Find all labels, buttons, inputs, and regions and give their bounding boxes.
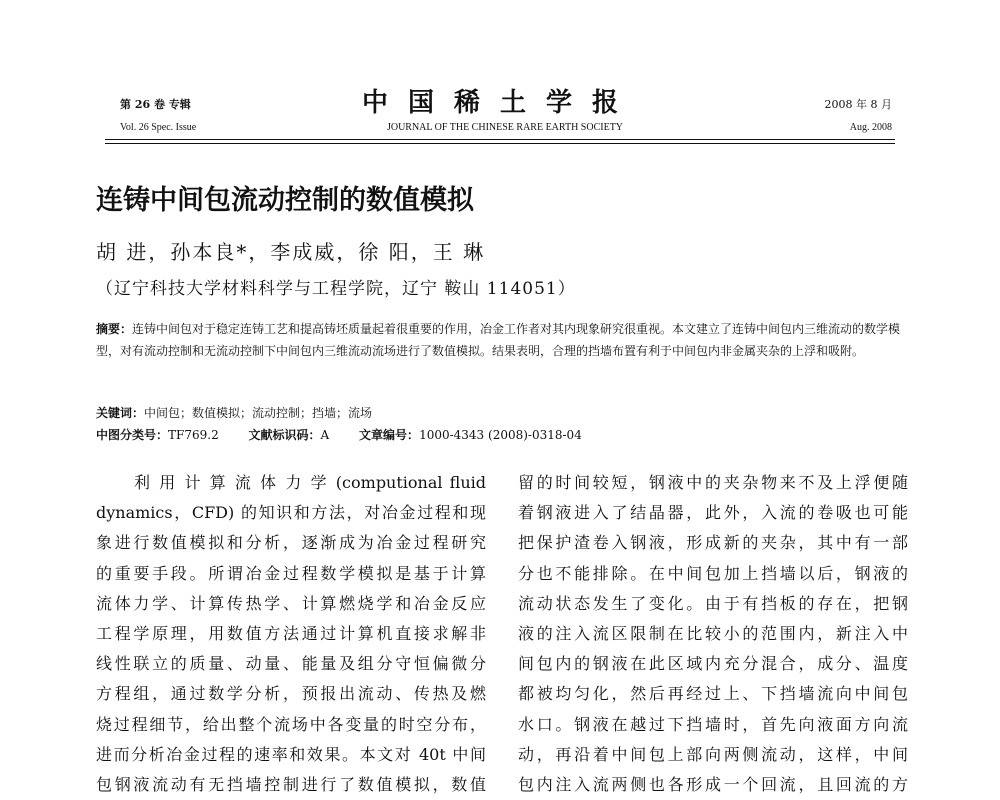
article-number-value: 1000-4343 (2008)-0318-04 <box>419 428 582 442</box>
body-column-right <box>518 468 908 800</box>
body-line: 烧过程细节，给出整个流场中各变量的时空分布， <box>96 714 486 734</box>
body-line: 把保护渣卷入钢液，形成新的夹杂，其中有一部 <box>518 533 908 553</box>
volume-cn: 第 26 卷 专辑 <box>120 98 191 111</box>
body-line: 分也不能排除。在中间包加上挡墙以后，钢液的 <box>518 563 908 583</box>
clc-label: 中图分类号： <box>96 428 169 442</box>
body-line: 进而分析冶金过程的速率和效果。本文对 40t 中间 <box>96 744 486 764</box>
body-line: 水口。钢液在越过下挡墙时，首先向液面方向流 <box>518 714 908 734</box>
journal-title-en: JOURNAL OF THE CHINESE RARE EARTH SOCIETY <box>386 122 624 133</box>
body-line: 的重要手段。所谓冶金过程数学模拟是基于计算 <box>96 563 486 583</box>
keywords-label: 关键词： <box>96 406 145 420</box>
body-line: dynamics，CFD) 的知识和方法，对冶金过程和现 <box>96 503 486 523</box>
body-line: 动，再沿着中间包上部向两侧流动，这样，中间 <box>518 744 908 764</box>
abstract-label: 摘要： <box>96 322 133 336</box>
paper-affiliation: （辽宁科技大学材料科学与工程学院，辽宁 鞍山 114051） <box>96 279 576 299</box>
paper-title: 连铸中间包流动控制的数值模拟 <box>96 185 474 216</box>
journal-title-cn: 中国稀土学报 <box>361 88 638 118</box>
paper-authors: 胡 进，孙本良*，李成威，徐 阳，王 琳 <box>96 240 486 264</box>
volume-en: Vol. 26 Spec. Issue <box>120 122 197 133</box>
header-rule-thin <box>105 143 895 144</box>
body-line: 线性联立的质量、动量、能量及组分守恒偏微分 <box>96 654 486 674</box>
body-line: 都被均匀化，然后再经过上、下挡墙流向中间包 <box>518 684 908 704</box>
body-line: 间包内的钢液在此区域内充分混合，成分、温度 <box>518 654 908 674</box>
doc-code-label: 文献标识码： <box>248 428 321 442</box>
article-number-label: 文章编号： <box>359 428 420 442</box>
keywords-text: 中间包；数值模拟；流动控制；挡墙；流场 <box>144 406 373 420</box>
abstract <box>96 318 906 362</box>
issue-date-cn: 2008 年 8 月 <box>824 98 892 111</box>
keywords <box>96 402 372 424</box>
body-line: 象进行数值模拟和分析，逐渐成为冶金过程研究 <box>96 533 486 553</box>
body-line: 包内注入流两侧也各形成一个回流，且回流的方 <box>518 774 908 794</box>
body-line: 液的注入流区限制在比较小的范围内，新注入中 <box>518 623 908 643</box>
body-line: 着钢液进入了结晶器，此外，入流的卷吸也可能 <box>518 503 908 523</box>
body-line: 留的时间较短，钢液中的夹杂物来不及上浮便随 <box>518 473 908 492</box>
body-line: 工程学原理，用数值方法通过计算机直接求解非 <box>96 623 486 643</box>
body-column-left <box>96 468 486 800</box>
doc-code-value: A <box>320 428 330 442</box>
body-line: 流体力学、计算传热学、计算燃烧学和冶金反应 <box>96 593 486 613</box>
body-line: 利 用 计 算 流 体 力 学 (computional fluid <box>134 473 486 492</box>
issue-date-en: Aug. 2008 <box>849 122 892 133</box>
header-rule-thick <box>105 139 895 140</box>
body-line: 方程组，通过数学分析，预报出流动、传热及燃 <box>96 684 486 704</box>
abstract-text: 连铸中间包对于稳定连铸工艺和提高铸坯质量起着很重要的作用，冶金工作者对其内现象研究很重视。本文建立了连铸中间包内三维流动的数学模型，对有流动控制和无流动控制下中间包内三维流动流场进行了数值模拟。结果表明，合理的挡墙布置有利于中间包内非金属夹杂的上浮和吸附。 <box>96 322 901 358</box>
body-line: 流动状态发生了变化。由于有挡板的存在，把钢 <box>518 593 908 613</box>
clc-value: TF769.2 <box>168 428 219 442</box>
body-line: 包钢液流动有无挡墙控制进行了数值模拟，数值 <box>96 774 486 794</box>
classification <box>96 424 582 446</box>
